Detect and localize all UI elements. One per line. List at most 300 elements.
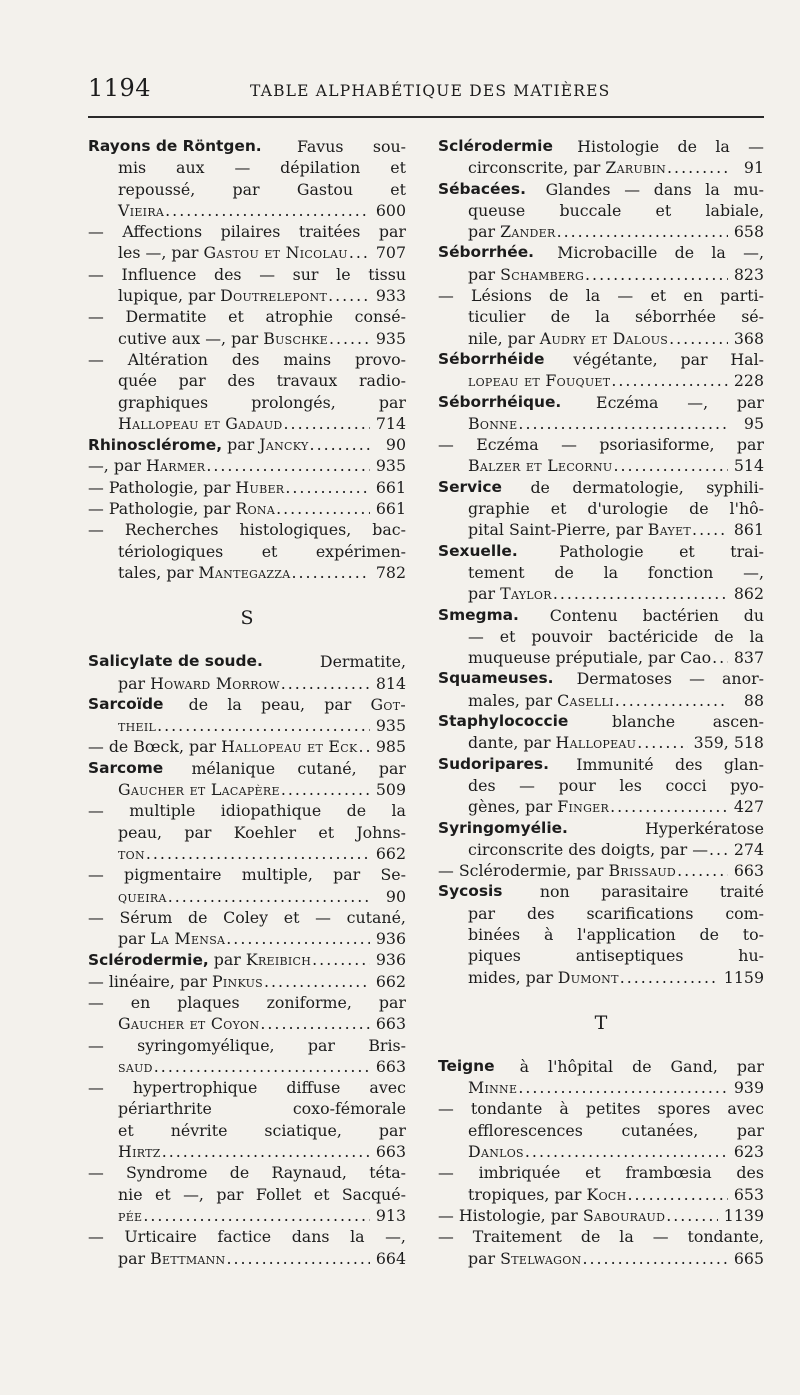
- entry-body: males, par: [468, 690, 558, 710]
- entry-body: gènes, par: [468, 797, 558, 817]
- entry-text: — et pouvoir bactéricide de la: [468, 626, 764, 646]
- author-name: Got-: [370, 694, 406, 714]
- index-entry: [88, 1162, 406, 1226]
- index-entry: [438, 668, 764, 711]
- author-name: Harmer: [145, 456, 206, 476]
- entry-text: [118, 562, 291, 583]
- entry-text: — tondante à petites spores avec: [438, 1099, 764, 1119]
- leader-dots: [329, 328, 370, 349]
- page-reference: 661: [375, 477, 406, 497]
- author-name: Howard Morrow: [150, 673, 280, 693]
- entry-body: pée: [118, 1205, 143, 1225]
- entry-text: [118, 1141, 161, 1162]
- entry-text: — pigmentaire multiple, par Se-: [88, 865, 406, 885]
- entry-text: par des scarifications com-: [468, 903, 764, 923]
- entry-line: [438, 860, 764, 881]
- index-entry: [88, 758, 406, 801]
- author-name: Finger: [557, 797, 610, 817]
- entry-text: Smegma. Contenu bactérien du: [438, 605, 764, 625]
- entry-text: — Recherches histologiques, bac-: [88, 520, 406, 540]
- entry-body: lopeau et Fouquet: [468, 371, 611, 391]
- leader-dots: [518, 1077, 728, 1098]
- entry-text: périarthrite coxo-fémorale: [118, 1099, 406, 1119]
- entry-text: [468, 647, 711, 668]
- entry-text: [118, 1205, 142, 1226]
- page-reference: 623: [733, 1142, 764, 1162]
- entry-line: [438, 881, 764, 902]
- entry-body: ton: [118, 843, 145, 863]
- leader-dots: [281, 779, 370, 800]
- entry-line: [88, 1162, 406, 1183]
- entry-body: par: [118, 673, 151, 693]
- author-name: Taylor: [500, 584, 552, 604]
- entry-text: [468, 583, 552, 604]
- index-entry: [88, 864, 406, 907]
- entry-line: [438, 498, 764, 519]
- page-reference: 707: [375, 243, 406, 263]
- entry-keyword: Rhinosclérome,: [88, 436, 223, 455]
- entry-text: quée par des travaux radio-: [118, 371, 406, 391]
- page-reference: 913: [375, 1205, 406, 1225]
- index-entry: [88, 455, 406, 476]
- index-entry: [88, 221, 406, 264]
- entry-body: — linéaire, par: [88, 971, 212, 991]
- entry-text: Squameuses. Dermatoses — anor-: [438, 669, 764, 689]
- leader-dots: [284, 413, 370, 434]
- entry-text: Rayons de Röntgen. Favus sou-: [88, 137, 406, 156]
- entry-line: [88, 264, 406, 285]
- page-reference: 359, 518: [693, 733, 764, 753]
- entry-body: lupique, par: [118, 286, 221, 306]
- leader-dots: [292, 562, 370, 583]
- page-reference: 88: [743, 690, 764, 710]
- entry-text: Séborrhéique. Eczéma —, par: [438, 392, 764, 412]
- index-entry: [88, 434, 406, 455]
- entry-body: Balzer et Lecornu: [468, 456, 613, 476]
- leader-dots: [613, 455, 727, 476]
- entry-keyword: Squameuses.: [438, 669, 554, 688]
- leader-dots: [165, 200, 370, 221]
- leader-dots: [611, 370, 727, 391]
- entry-body: — Pathologie, par: [88, 499, 236, 519]
- entry-body: —, par: [88, 456, 146, 476]
- entry-line: [438, 306, 764, 327]
- entry-line: [88, 1226, 406, 1247]
- index-entry: [438, 1162, 764, 1205]
- entry-line: [438, 519, 764, 540]
- page-reference: 662: [375, 971, 406, 991]
- leader-dots: [610, 796, 728, 817]
- entry-line: [438, 839, 764, 860]
- page-reference: 837: [733, 648, 764, 668]
- entry-line: [438, 541, 764, 562]
- leader-dots: [157, 715, 370, 736]
- entry-body: cutive aux —, par: [118, 328, 264, 348]
- entry-keyword: Sarcome: [88, 758, 164, 777]
- entry-line: [438, 328, 764, 349]
- leader-dots: [281, 673, 370, 694]
- entry-line: [88, 971, 406, 992]
- entry-keyword: Syringomyélie.: [438, 818, 568, 837]
- entry-text: tériologiques et expérimen-: [118, 541, 406, 561]
- entry-body: par: [118, 929, 151, 949]
- leader-dots: [276, 498, 370, 519]
- entry-text: tement de la fonction —,: [468, 562, 764, 582]
- entry-text: [468, 967, 619, 988]
- entry-text: [468, 519, 691, 540]
- entry-line: [88, 864, 406, 885]
- entry-line: [88, 328, 406, 349]
- entry-line: [88, 1248, 406, 1269]
- entry-line: [88, 736, 406, 757]
- entry-line: [438, 924, 764, 945]
- index-entry: [88, 264, 406, 307]
- page-reference: 663: [733, 861, 764, 881]
- page-reference: 862: [733, 584, 764, 604]
- header-rule: [88, 116, 764, 118]
- entry-body: les —, par: [118, 243, 204, 263]
- entry-line: [438, 668, 764, 689]
- entry-line: [88, 715, 406, 736]
- page-reference: 662: [375, 843, 406, 863]
- author-name: Koch: [586, 1184, 627, 1204]
- entry-keyword: Séborrhéide: [438, 349, 545, 368]
- author-name: Dumont: [557, 967, 619, 987]
- page-reference: 1159: [723, 967, 764, 987]
- leader-dots: [328, 285, 370, 306]
- author-name: Audry et Dalous: [539, 328, 669, 348]
- entry-body: par: [468, 1248, 501, 1268]
- entry-body: Bonne: [468, 413, 518, 433]
- entry-line: [438, 626, 764, 647]
- entry-line: [438, 136, 764, 157]
- index-entry: [438, 434, 764, 477]
- entry-line: [88, 1013, 406, 1034]
- index-entry: [88, 971, 406, 992]
- entry-body: tales, par: [118, 562, 199, 582]
- entry-text: — en plaques zoniforme, par: [88, 992, 406, 1012]
- page-reference: 823: [733, 264, 764, 284]
- entry-line: [88, 1120, 406, 1141]
- index-entry: [438, 285, 764, 349]
- entry-text: [468, 221, 556, 242]
- entry-text: [468, 1184, 627, 1205]
- leader-dots: [260, 1013, 369, 1034]
- leader-dots: [154, 1056, 370, 1077]
- entry-line: [88, 1056, 406, 1077]
- entry-line: [438, 434, 764, 455]
- entry-text: Sycosis non parasitaire traité: [438, 882, 764, 902]
- author-name: Zander: [500, 222, 556, 242]
- entry-text: Sudoripares. Immunité des glan-: [438, 754, 764, 774]
- entry-body: circonscrite, par: [468, 158, 606, 178]
- entry-line: [438, 413, 764, 434]
- entry-line: [438, 157, 764, 178]
- author-name: Rona: [235, 499, 276, 519]
- entry-line: [88, 519, 406, 540]
- entry-text: [438, 860, 676, 881]
- entry-keyword: Smegma.: [438, 605, 519, 624]
- entry-text: Sarcoïde de la peau, par Got-: [88, 694, 406, 714]
- entry-text: [468, 732, 636, 753]
- entry-line: [88, 370, 406, 391]
- entry-text: — hypertrophique diffuse avec: [88, 1078, 406, 1098]
- author-name: Pinkus: [211, 971, 263, 991]
- entry-text: [88, 455, 205, 476]
- entry-body: Hirtz: [118, 1142, 161, 1162]
- entry-text: Salicylate de soude. Dermatite,: [88, 652, 406, 672]
- entry-text: [118, 1056, 153, 1077]
- leader-dots: [285, 477, 369, 498]
- index-entry: [438, 881, 764, 987]
- entry-text: repoussé, par Gastou et: [118, 179, 406, 199]
- entry-text: [468, 1248, 581, 1269]
- entry-body: par: [468, 264, 501, 284]
- entry-text: binées à l'application de to-: [468, 924, 764, 944]
- page-reference: 665: [733, 1248, 764, 1268]
- entry-line: [438, 1248, 764, 1269]
- entry-line: [88, 413, 406, 434]
- entry-line: [438, 179, 764, 200]
- page-reference: 90: [385, 435, 406, 455]
- leader-dots: [226, 1248, 369, 1269]
- entry-text: [118, 328, 328, 349]
- entry-text: et névrite sciatique, par: [118, 1120, 406, 1140]
- entry-text: queuse buccale et labiale,: [468, 200, 764, 220]
- page-reference: 935: [375, 456, 406, 476]
- entry-body: dante, par: [468, 733, 556, 753]
- leader-dots: [310, 434, 370, 455]
- leader-dots: [525, 1141, 728, 1162]
- entry-body: Gaucher et Lacapère: [118, 780, 280, 800]
- entry-line: [88, 800, 406, 821]
- leader-dots: [666, 1205, 718, 1226]
- entry-text: [118, 673, 280, 694]
- entry-text: ticulier de la séborrhée sé-: [468, 307, 764, 327]
- page-reference: 936: [375, 929, 406, 949]
- entry-line: [88, 949, 406, 970]
- index-entry: [438, 818, 764, 861]
- entry-body: tropiques, par: [468, 1184, 587, 1204]
- index-entry: [438, 1226, 764, 1269]
- entry-line: [438, 945, 764, 966]
- leader-dots: [620, 967, 718, 988]
- entry-text: — Traitement de la — tondante,: [438, 1227, 764, 1247]
- index-entry: [438, 711, 764, 754]
- author-name: Brissaud: [608, 861, 677, 881]
- page-reference: 663: [375, 1056, 406, 1076]
- entry-keyword: Sexuelle.: [438, 541, 518, 560]
- leader-dots: [146, 843, 370, 864]
- leader-dots: [349, 242, 370, 263]
- author-name: Sabouraud: [582, 1205, 666, 1225]
- index-entry: [88, 907, 406, 950]
- author-name: La Mensa: [150, 929, 226, 949]
- index-entry: [438, 754, 764, 818]
- entry-text: [88, 434, 309, 455]
- entry-line: [438, 1205, 764, 1226]
- entry-text: nie et —, par Follet et Sacqué-: [118, 1184, 406, 1204]
- leader-dots: [692, 519, 728, 540]
- entry-body: nile, par: [468, 328, 540, 348]
- entry-body: Danlos: [468, 1142, 524, 1162]
- page-reference: 514: [733, 456, 764, 476]
- page-reference: 663: [375, 1142, 406, 1162]
- page-reference: 861: [733, 520, 764, 540]
- entry-line: [438, 1162, 764, 1183]
- index-entry: [88, 800, 406, 864]
- entry-text: [468, 157, 666, 178]
- entry-body: par: [208, 950, 246, 970]
- entry-line: [438, 1184, 764, 1205]
- page-reference: 935: [375, 328, 406, 348]
- entry-body: Minne: [468, 1078, 518, 1098]
- entry-body: par: [468, 584, 501, 604]
- page-reference: 509: [375, 780, 406, 800]
- entry-line: [88, 673, 406, 694]
- entry-line: [88, 1184, 406, 1205]
- index-entry: [88, 651, 406, 694]
- entry-text: — imbriquée et frambœsia des: [438, 1163, 764, 1183]
- entry-line: [438, 370, 764, 391]
- leader-dots: [162, 1141, 370, 1162]
- author-name: Buschke: [263, 328, 328, 348]
- page-reference: 228: [733, 371, 764, 391]
- entry-keyword: Service: [438, 477, 502, 496]
- entry-body: — de Bœck, par: [88, 737, 222, 757]
- entry-text: mis aux — dépilation et: [118, 158, 406, 178]
- index-entry: [438, 1205, 764, 1226]
- entry-line: [438, 690, 764, 711]
- entry-keyword: Sycosis: [438, 882, 503, 901]
- entry-line: [88, 562, 406, 583]
- entry-line: [438, 200, 764, 221]
- index-entry: [88, 1077, 406, 1162]
- entry-text: — Syndrome de Raynaud, téta-: [88, 1163, 406, 1183]
- entry-body: Vieira: [118, 200, 165, 220]
- entry-body: muqueuse préputiale, par Cao: [468, 648, 712, 668]
- index-entry: [438, 179, 764, 243]
- entry-text: — Lésions de la — et en parti-: [438, 286, 764, 306]
- leader-dots: [667, 157, 728, 178]
- leader-dots: [637, 732, 687, 753]
- entry-body: mides, par: [468, 967, 558, 987]
- index-entry: [88, 519, 406, 583]
- page-reference: 427: [733, 797, 764, 817]
- entry-line: [438, 221, 764, 242]
- author-name: Mantegazza: [198, 562, 291, 582]
- entry-line: [88, 907, 406, 928]
- leader-dots: [557, 221, 728, 242]
- entry-keyword: Séborrhéique.: [438, 392, 562, 411]
- index-entry: [88, 477, 406, 498]
- entry-text: Sébacées. Glandes — dans la mu-: [438, 179, 764, 199]
- entry-line: [88, 758, 406, 779]
- page-reference: 664: [375, 1248, 406, 1268]
- entry-line: [88, 285, 406, 306]
- entry-line: [438, 1077, 764, 1098]
- entry-line: [438, 1141, 764, 1162]
- entry-text: piques antiseptiques hu-: [468, 946, 764, 966]
- entry-line: [438, 967, 764, 988]
- entry-line: [88, 200, 406, 221]
- leader-dots: [143, 1205, 369, 1226]
- entry-text: [468, 370, 610, 391]
- entry-text: [118, 715, 156, 736]
- entry-line: [88, 822, 406, 843]
- entry-text: [118, 413, 283, 434]
- section-letter: S: [240, 607, 254, 630]
- entry-text: [118, 886, 167, 907]
- entry-text: [468, 328, 668, 349]
- entry-text: [118, 242, 348, 263]
- entry-text: graphiques prolongés, par: [118, 392, 406, 412]
- page-reference: 91: [743, 158, 764, 178]
- index-entry: [438, 605, 764, 669]
- entry-body: saud: [118, 1056, 153, 1076]
- page-reference: 933: [375, 286, 406, 306]
- entry-body: Hallopeau et Gadaud: [118, 413, 283, 433]
- index-entry: [88, 136, 406, 221]
- author-name: Doutrelepont: [220, 286, 328, 306]
- entry-line: [438, 754, 764, 775]
- entry-text: des — pour les cocci pyo-: [468, 775, 764, 795]
- entry-text: [468, 264, 584, 285]
- entry-keyword: Sarcoïde: [88, 694, 164, 713]
- entry-text: efflorescences cutanées, par: [468, 1120, 764, 1140]
- page-reference: 782: [375, 562, 406, 582]
- entry-line: [88, 349, 406, 370]
- entry-text: Service de dermatologie, syphili-: [438, 477, 764, 497]
- entry-line: [88, 498, 406, 519]
- leader-dots: [168, 886, 370, 907]
- entry-keyword: Sébacées.: [438, 179, 526, 198]
- entry-text: Staphylococcie blanche ascen-: [438, 712, 764, 732]
- entry-line: [88, 306, 406, 327]
- entry-line: [438, 455, 764, 476]
- entry-line: [438, 775, 764, 796]
- entry-text: Sexuelle. Pathologie et trai-: [438, 541, 764, 561]
- entry-text: — syringomyélique, par Bris-: [88, 1035, 406, 1055]
- entry-text: — Sérum de Coley et — cutané,: [88, 907, 406, 927]
- author-name: Schamberg: [500, 264, 585, 284]
- page-reference: 985: [375, 737, 406, 757]
- entry-line: [438, 1120, 764, 1141]
- index-entry: [438, 136, 764, 179]
- index-entry: [88, 306, 406, 349]
- entry-text: Teigne à l'hôpital de Gand, par: [438, 1056, 764, 1076]
- leader-dots: [553, 583, 728, 604]
- entry-text: [468, 413, 517, 434]
- entry-body: circonscrite des doigts, par —: [468, 839, 709, 859]
- entry-keyword: Sclérodermie,: [88, 951, 209, 970]
- leader-dots: [628, 1184, 728, 1205]
- entry-line: [438, 349, 764, 370]
- index-entry: [88, 1035, 406, 1078]
- author-name: Jancky: [259, 435, 309, 455]
- section-letter: T: [594, 1011, 608, 1034]
- entry-line: [438, 605, 764, 626]
- entry-line: [88, 694, 406, 715]
- entry-line: [88, 392, 406, 413]
- entry-body: — Histologie, par: [438, 1205, 583, 1225]
- author-name: Zarubin: [605, 158, 667, 178]
- leader-dots: [712, 647, 728, 668]
- entry-line: [438, 392, 764, 413]
- leader-dots: [669, 328, 728, 349]
- page-reference: 95: [743, 413, 764, 433]
- index-entry: [438, 242, 764, 285]
